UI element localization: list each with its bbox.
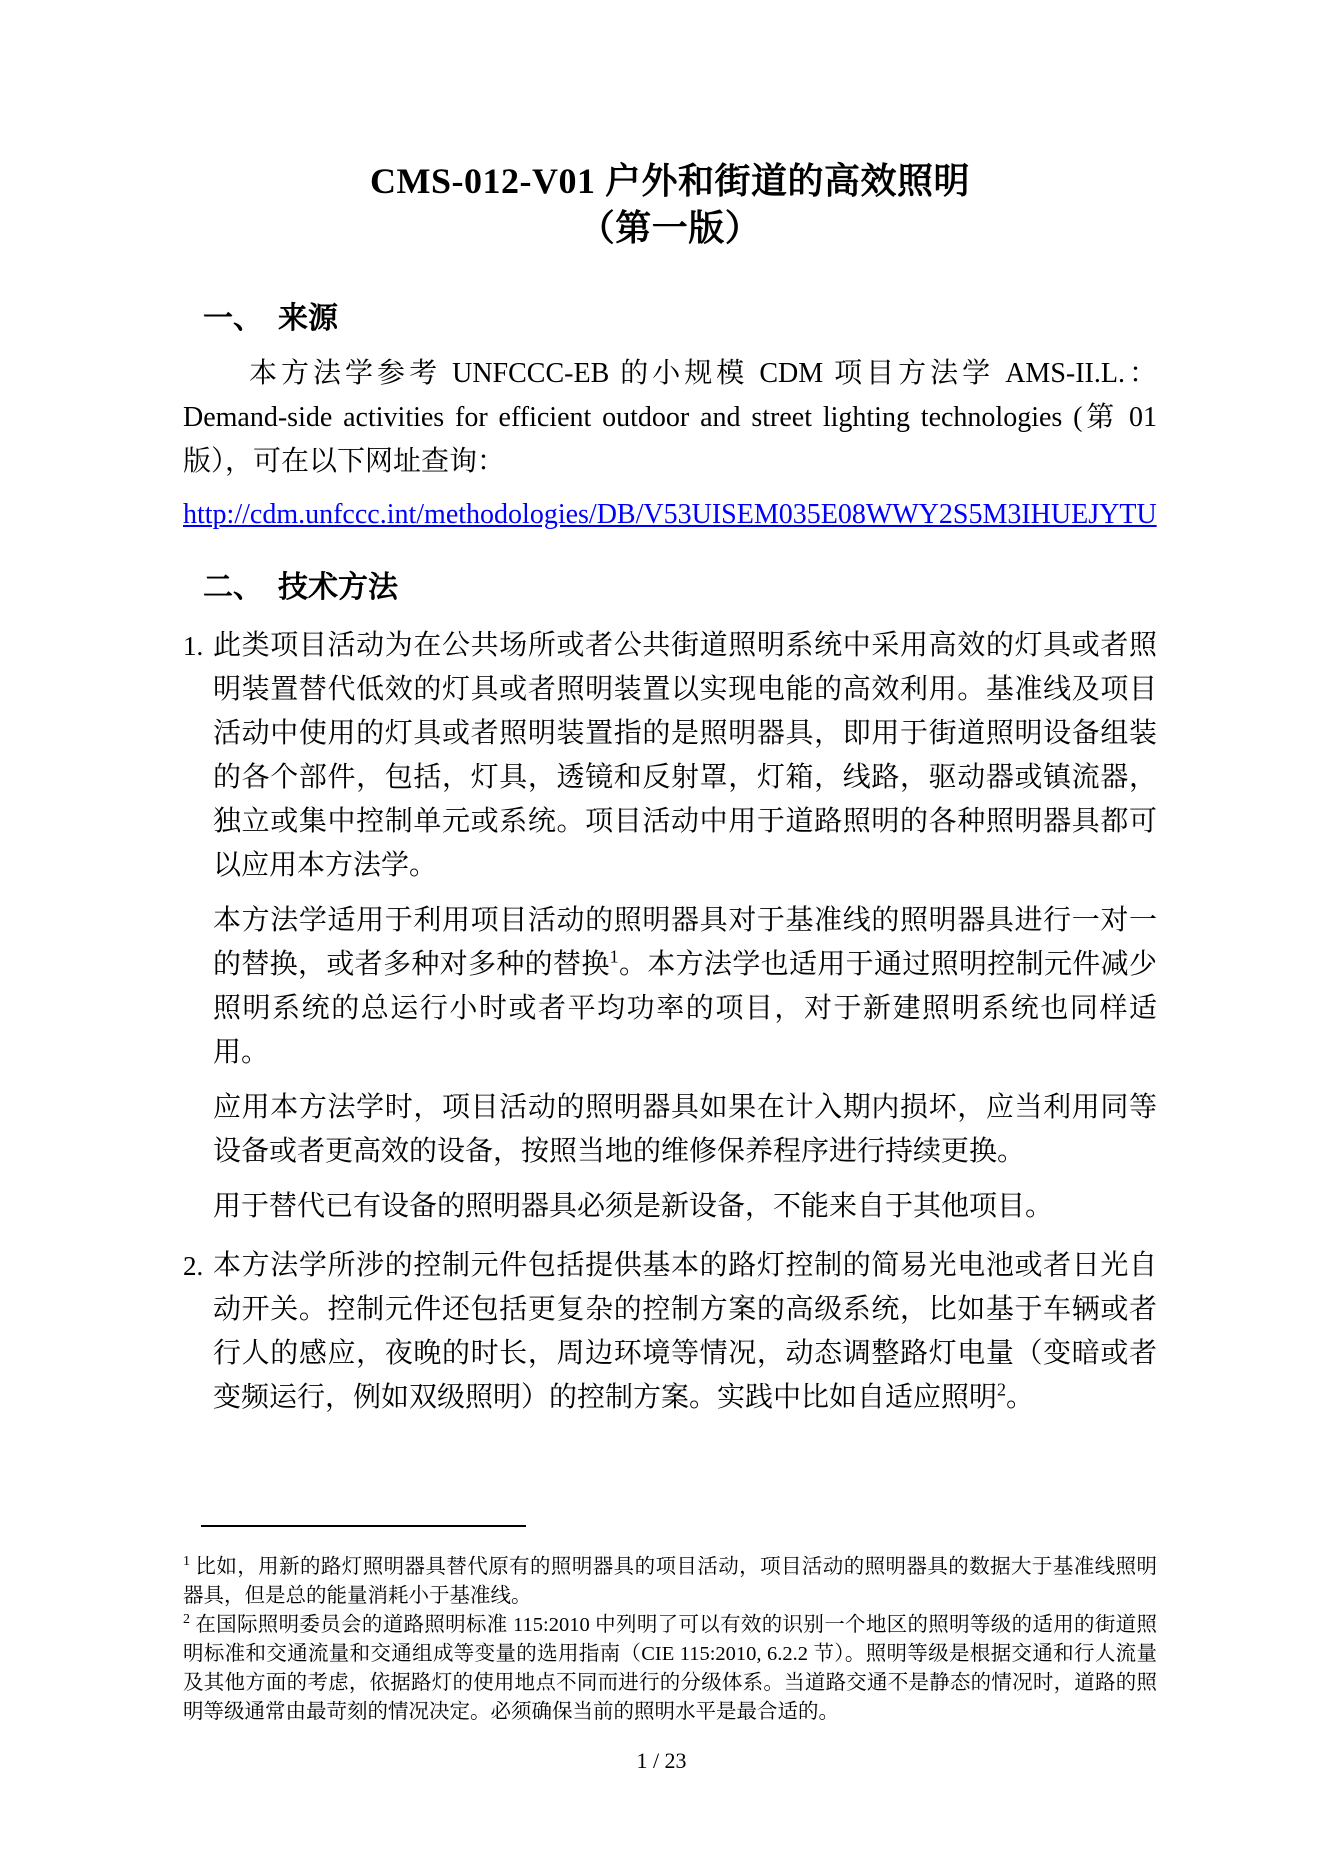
method-item-2 (183, 1244, 1157, 1420)
page-number: 1 / 23 (636, 1748, 687, 1773)
title-line-2: （第一版） (578, 208, 762, 248)
item-number: 2. (183, 1251, 204, 1281)
heading-label: 技术方法 (278, 571, 398, 604)
footnote-ref-2: 2 (997, 1379, 1007, 1400)
footnote-marker-2: 2 (183, 1612, 190, 1628)
section-heading-method (203, 567, 1157, 609)
method-item-1 (183, 624, 1157, 1229)
paragraph: 此类项目活动为在公共场所或者公共街道照明系统中采用高效的灯具或者照明装置替代低效的灯具或者照明装置以实现电能的高效利用。基准线及项目活动中使用的灯具或者照明装置指的是照明器具，即用于街道照明设备组装的各个部件，包括，灯具，透镜和反射罩，灯箱，线路，驱动器或镇流器，独立或集中控制单元或系统。项目活动中用于道路照明的各种照明器具都可以应用本方法学。 (213, 630, 1157, 881)
footnote-2: $^2$ 在国际照明委员会的道路照明标准 115:2010 中列明了可以有效的识别一个地区的照明等级的适用的街道照明标准和交通流量和交通组成等变量的选用指南（CIE 115:2010, 6.2.2 节）。照明等级是根据交通和行人流量及其他方面的考虑，依据路灯的使用地点不同而进行的分级体系。当道路交通不是静态的情况时，道路的照明等级通常由最苛刻的情况决定。必须确保当前的照明水平是最合适的。 (183, 1612, 1157, 1723)
heading-number: 一、 (203, 302, 263, 335)
methodology-url-link[interactable]: http://cdm.unfccc.int/methodologies/DB/V53UISEM035E08WWY2S5M3IHUEJYTU (183, 499, 1157, 530)
paragraph: 用于替代已有设备的照明器具必须是新设备，不能来自于其他项目。 (213, 1191, 1054, 1222)
heading-number: 二、 (203, 571, 263, 604)
footnote-separator (201, 1525, 526, 1527)
footnote-marker-1: 1 (183, 1554, 190, 1570)
paragraph: 本方法学适用于利用项目活动的照明器具对于基准线的照明器具进行一对一的替换，或者多种对多种的替换$^1$。本方法学也适用于通过照明控制元件减少照明系统的总运行小时或者平均功率的项目，对于新建照明系统也同样适用。 (213, 905, 1157, 1068)
section-heading-source (203, 298, 1157, 340)
document-title (183, 158, 1157, 252)
footnote-1: $^1$ 比如，用新的路灯照明器具替代原有的照明器具的项目活动，项目活动的照明器具的数据大于基准线照明器具，但是总的能量消耗小于基准线。 (183, 1554, 1157, 1607)
paragraph: 本方法学所涉的控制元件包括提供基本的路灯控制的简易光电池或者日光自动开关。控制元件还包括更复杂的控制方案的高级系统，比如基于车辆或者行人的感应，夜晚的时长，周边环境等情况，动态调整路灯电量（变暗或者变频运行，例如双级照明）的控制方案。实践中比如自适应照明$^2$。 (213, 1250, 1157, 1413)
footnote-ref-1: 1 (609, 946, 619, 967)
paragraph: 应用本方法学时，项目活动的照明器具如果在计入期内损坏，应当利用同等设备或者更高效的设备，按照当地的维修保养程序进行持续更换。 (213, 1092, 1157, 1167)
item-number: 1. (183, 631, 204, 661)
document-page (183, 0, 1157, 1420)
source-intro-paragraph: 本方法学参考 UNFCCC-EB 的小规模 CDM 项目方法学 AMS-II.L.：Demand-side activities for efficient outdoor and street lighting technologies (第 01 版），可在以下网址查询： (183, 358, 1157, 477)
title-line-1: CMS-012-V01 户外和街道的高效照明 (370, 161, 970, 201)
heading-label: 来源 (278, 302, 338, 335)
footnote-area (183, 1525, 1157, 1727)
